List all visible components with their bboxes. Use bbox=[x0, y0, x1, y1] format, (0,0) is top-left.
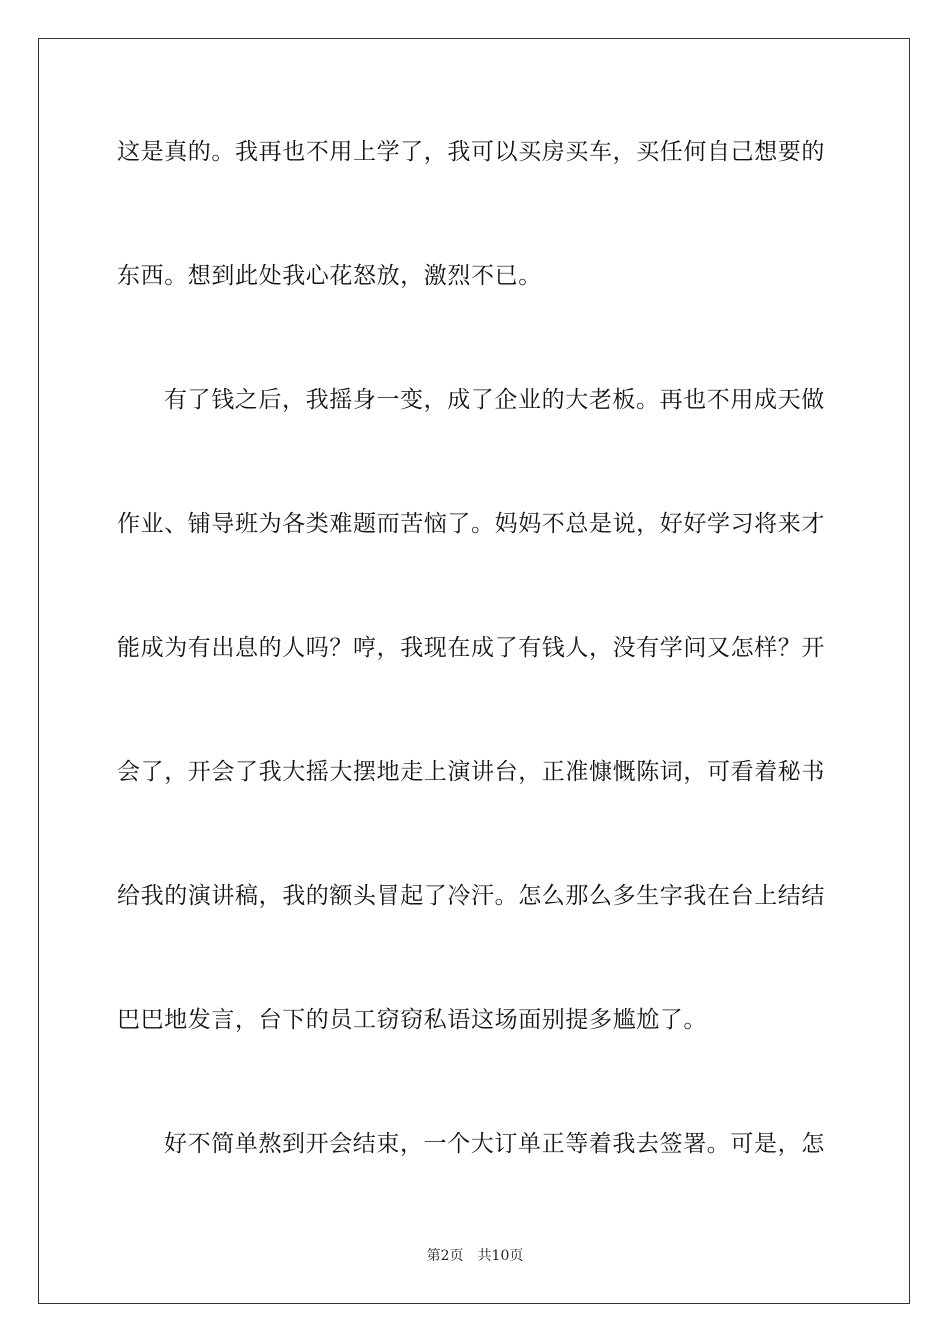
text-line: 给我的演讲稿，我的额头冒起了冷汗。怎么那么多生字我在台上结结 bbox=[117, 883, 825, 909]
page-number: 第2页 bbox=[426, 1248, 464, 1264]
text-line: 这是真的。我再也不用上学了，我可以买房买车，买任何自己想要的 bbox=[117, 139, 825, 165]
text-line: 能成为有出息的人吗？哼，我现在成了有钱人，没有学问又怎样？开 bbox=[117, 635, 825, 661]
page-border bbox=[38, 38, 910, 1304]
text-line: 巴巴地发言，台下的员工窃窃私语这场面别提多尴尬了。 bbox=[117, 1007, 707, 1033]
page-total: 共10页 bbox=[477, 1248, 524, 1264]
paragraph-start-line: 有了钱之后，我摇身一变，成了企业的大老板。再也不用成天做 bbox=[164, 387, 825, 413]
paragraph-start-line: 好不简单熬到开会结束，一个大订单正等着我去签署。可是，怎 bbox=[164, 1131, 825, 1157]
text-line: 会了，开会了我大摇大摆地走上演讲台，正准慷慨陈词，可看着秘书 bbox=[117, 759, 825, 785]
text-line: 东西。想到此处我心花怒放，激烈不已。 bbox=[117, 263, 542, 289]
text-line: 作业、铺导班为各类难题而苦恼了。妈妈不总是说，好好学习将来才 bbox=[117, 511, 825, 537]
page-footer bbox=[0, 1247, 950, 1265]
